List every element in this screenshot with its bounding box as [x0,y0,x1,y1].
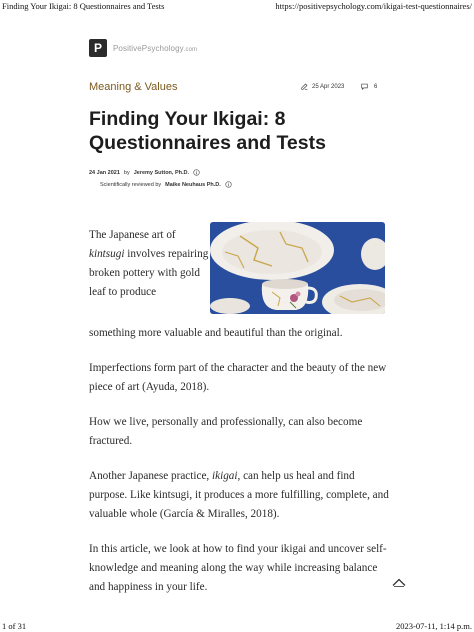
paragraph-5: In this article, we look at how to find your ikigai and uncover self-knowledge and meaning along the way while increasing balance and happiness in your life. [89,543,387,593]
comments-count-text: 6 [374,83,378,90]
print-page-number: 1 of 31 [2,621,27,631]
p1-start: The Japanese art of [89,229,176,241]
edit-icon [301,83,308,90]
kintsugi-photo [210,222,385,314]
kintsugi-illustration [210,222,385,314]
scroll-to-top-button[interactable] [391,577,407,587]
logo-mark: P [89,39,107,57]
paragraph-3: How we live, personally and professionally, can also become fractured. [89,416,363,447]
paragraph-1-end: something more valuable and beautiful than the original. [89,327,343,339]
byline [89,169,200,176]
print-header [0,1,474,11]
p4-ikigai: ikigai [212,470,238,482]
comments-count[interactable] [361,83,377,90]
reviewer-name[interactable]: Maike Neuhaus Ph.D. [165,181,221,188]
paragraph-1-intro [89,226,209,302]
logo-name: PositivePsychology [113,43,184,53]
info-icon[interactable] [193,169,200,176]
category-link[interactable]: Meaning & Values [89,81,178,93]
print-url: https://positivepsychology.com/ikigai-test-questionnaires/ [275,1,472,11]
logo-suffix: .com [183,46,198,53]
publish-date: 24 Jan 2021 [89,169,120,176]
p4-end: , can help us heal and find purpose. Like kintsugi, it produces a more fulfilling, complete, and valuable whole (García & Miralles, 2018). [89,470,389,520]
print-page-title: Finding Your Ikigai: 8 Questionnaires and Tests [2,1,165,11]
reviewed-prefix: Scientifically reviewed by [100,181,162,188]
p1-kintsugi: kintsugi [89,248,125,260]
paragraph-4 [89,467,389,524]
print-footer [0,621,474,631]
updated-date [301,83,344,90]
comment-icon [361,83,368,90]
p1-mid: involves repairing broken pottery with gold leaf to produce [89,248,209,298]
p4-start: Another Japanese practice, [89,470,213,482]
print-datetime: 2023-07-11, 1:14 p.m. [396,621,472,631]
byline-by: by [123,169,130,176]
reviewed-by [100,181,232,188]
page-title: Finding Your Ikigai: 8 Questionnaires and Tests [89,108,326,154]
paragraph-2: Imperfections form part of the character and the beauty of the new piece of art (Ayuda, 2018). [89,362,387,393]
updated-date-text: 25 Apr 2023 [312,83,345,90]
logo-text [113,44,197,53]
author-name[interactable]: Jeremy Sutton, Ph.D. [133,169,190,176]
info-icon[interactable] [225,181,232,188]
chevron-up-icon [392,578,406,587]
site-logo[interactable] [89,39,197,57]
article-meta [89,81,379,95]
